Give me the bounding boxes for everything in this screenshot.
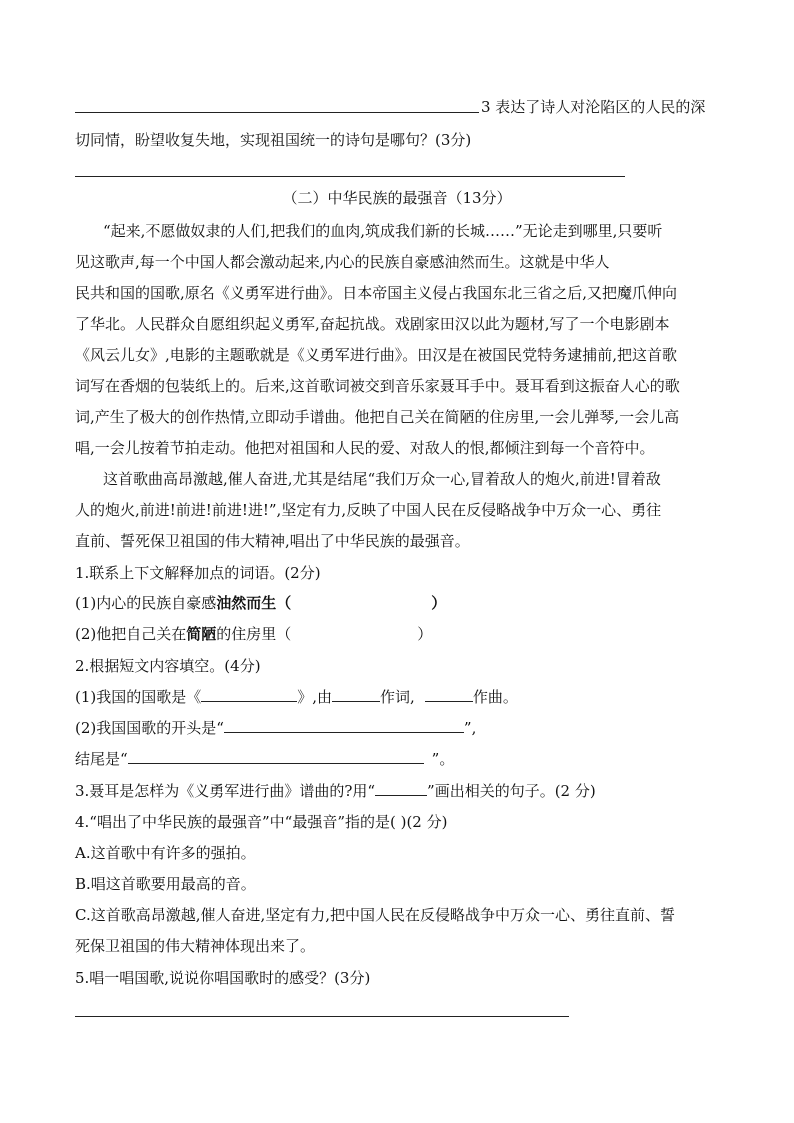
question-text: ”, [463,719,477,737]
question-text: 3.聂耳是怎样为《义勇军进行曲》谱曲的?用“ [75,782,376,800]
question-text: ”画出相关的句子。(2 分) [427,782,596,800]
question-continuation: 切同情，盼望收复失地，实现祖国统一的诗句是哪句？(3分) [75,131,472,149]
dotted-word: 简陋 [186,625,217,643]
question-text: 》,由 [297,688,333,706]
section-title: （二）中华民族的最强音（13分） [282,189,512,207]
question-continuation: 3 表达了诗人对沦陷区的人民的深 [481,98,706,116]
passage-line: 词,产生了极大的创作热情,立即动手谱曲。他把自己关在简陋的住房里,一会儿弹琴,一会儿高 [75,408,680,426]
passage-line: 《风云儿女》,电影的主题歌就是《义勇军进行曲》。田汉是在被国民党特务逮捕前,把这首歌 [75,346,678,364]
option-b[interactable]: B.唱这首歌要用最高的音。 [75,875,256,893]
answer-blank[interactable] [332,687,380,702]
passage-line: 直前、誓死保卫祖国的伟大精神,唱出了中华民族的最强音。 [75,532,470,550]
answer-blank[interactable] [425,687,473,702]
dotted-word: 油然而生（ [216,594,292,612]
question-text: 作词, [380,688,415,706]
answer-line[interactable] [75,1016,569,1017]
answer-line[interactable] [75,112,479,113]
answer-line[interactable] [75,176,625,177]
question-text: 结尾是“ [75,750,128,768]
passage-line: 了华北。人民群众自愿组织起义勇军,奋起抗战。戏剧家田汉以此为题材,写了一个电影剧本 [75,315,670,333]
question-2c [75,749,454,769]
passage-line: 人的炮火,前进!前进!前进!进!”,坚定有力,反映了中国人民在反侵略战争中万众一心、勇往 [75,501,662,519]
underline-sample [375,781,427,796]
answer-blank[interactable] [128,749,424,764]
answer-blank[interactable] [224,718,464,733]
question-4: 4.“唱出了中华民族的最强音”中“最强音”指的是( )(2 分) [75,813,448,831]
answer-blank[interactable] [201,687,297,702]
question-text: (2)他把自己关在 [75,625,187,643]
question-text: (1)我国的国歌是《 [75,688,202,706]
passage-line: 唱,一会儿按着节拍走动。他把对祖国和人民的爱、对敌人的恨,都倾注到每一个音符中。 [75,439,655,457]
question-3 [75,781,596,801]
question-2b [75,718,476,738]
passage-line: 这首歌曲高昂激越,催人奋进,尤其是结尾“我们万众一心,冒着敌人的炮火,前进!冒着敌 [103,470,661,488]
bracket-close: ） [417,625,433,643]
question-1b [75,624,432,644]
question-5: 5.唱一唱国歌,说说你唱国歌时的感受？(3分) [75,969,371,987]
question-text: ”。 [431,750,455,768]
bracket-close: ） [431,594,447,612]
question-text: (1)内心的民族自豪感 [75,594,217,612]
passage-line: 见这歌声,每一个中国人都会激动起来,内心的民族自豪感油然而生。这就是中华人 [75,253,610,271]
question-text: 的住房里（ [216,625,292,643]
question-text: 作曲。 [472,688,518,706]
question-1: 1.联系上下文解释加点的词语。(2分) [75,564,321,582]
question-2a [75,687,518,707]
question-text: (2)我国国歌的开头是“ [75,719,224,737]
option-c[interactable]: C.这首歌高昂激越,催人奋进,坚定有力,把中国人民在反侵略战争中万众一心、勇往直前、誓 [75,906,676,924]
option-c-cont: 死保卫祖国的伟大精神体现出来了。 [75,937,316,955]
passage-line: “起来,不愿做奴隶的人们,把我们的血肉,筑成我们新的长城……”无论走到哪里,只要听 [103,222,663,240]
question-1a [75,593,446,613]
passage-line: 民共和国的国歌,原名《义勇军进行曲》。日本帝国主义侵占我国东北三省之后,又把魔爪伸向 [75,284,678,302]
question-2: 2.根据短文内容填空。(4分) [75,657,261,675]
passage-line: 词写在香烟的包装纸上的。后来,这首歌词被交到音乐家聂耳手中。聂耳看到这振奋人心的歌 [75,377,680,395]
option-a[interactable]: A.这首歌中有许多的强拍。 [75,844,256,862]
